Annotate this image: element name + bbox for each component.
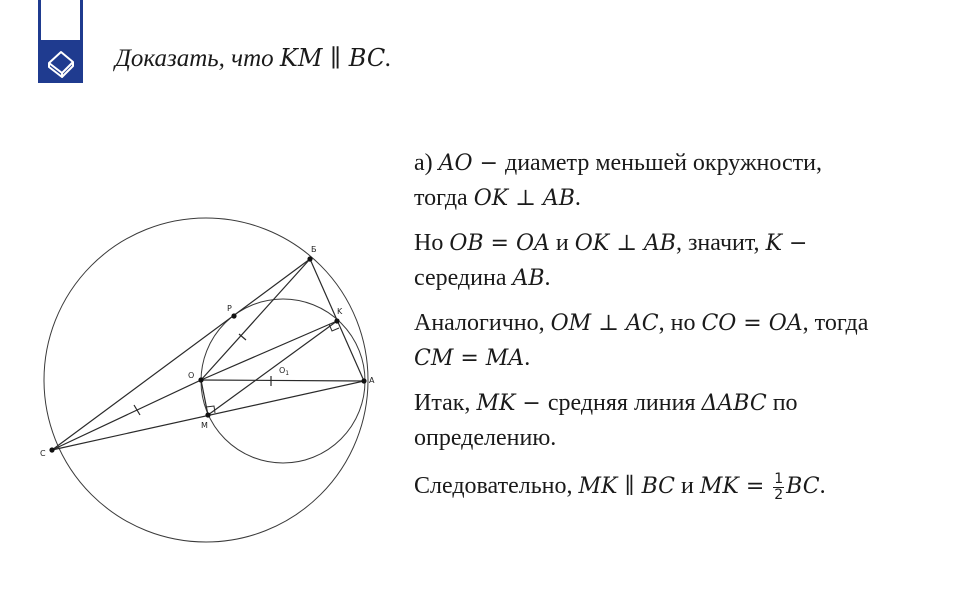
formula: AO − [438,151,505,176]
text: Аналогично, [414,310,551,336]
text: по [766,390,798,416]
text: и [549,230,575,256]
label-C: C [40,449,46,458]
formula: CM = MA [414,346,525,371]
text: середина [414,265,513,291]
proof-step-1 [414,146,950,216]
proof-step-3 [414,306,950,376]
text: средняя линия [547,390,702,416]
segment-CO [52,380,201,450]
label-O: O [188,371,195,380]
text: Итак, [414,390,477,416]
proof-step-2 [414,226,950,296]
point-M [205,412,210,417]
text: . [574,185,581,211]
text: . [544,265,551,291]
label-O1-letter: O [279,366,286,375]
formula: BC [786,474,820,499]
label-O1-subscript: 1 [285,370,290,377]
text: а) [414,150,439,176]
segment-OA [201,380,364,381]
point-P [231,313,236,318]
label-M: M [201,421,208,430]
label-K: K [337,307,343,316]
formula: CO = OA [701,311,803,336]
label-O1 [279,366,289,377]
formula: OK ⊥ AB [574,231,676,256]
text: , тогда [802,310,869,336]
label-A: A [369,376,375,385]
title-formula: KM ∥ BC [279,44,386,72]
point-A [361,378,366,383]
formula: ΔABC [701,391,767,416]
text: диаметр меньшей окружности, [505,150,822,176]
formula: OK ⊥ AB [473,186,575,211]
formula: MK = [699,474,772,499]
proof-conclusion [414,469,950,504]
text: тогда [414,185,474,211]
label-B: Б [311,245,317,254]
point-O [198,377,203,382]
fraction-one-half [773,472,784,503]
formula: MK − [476,391,548,416]
point-C [49,447,54,452]
text: . [524,345,531,371]
title-prefix: Доказать, что [115,45,280,72]
proof-step-4 [414,386,950,455]
label-P: P [227,304,232,313]
title-suffix: . [385,45,392,72]
formula: K − [765,231,808,256]
text: определению. [414,425,557,451]
text: и [675,473,700,499]
text: , но [658,310,702,336]
text: Но [414,230,450,256]
fraction-denominator: 2 [774,486,784,503]
text: . [819,473,826,499]
point-K [334,318,339,323]
formula: MK ∥ BC [578,474,676,499]
point-B [307,256,312,261]
fraction-numerator: 1 [774,470,784,487]
segment-OB [201,259,310,380]
formula: AB [512,266,545,291]
text: , значит, [675,230,766,256]
proof-text [414,146,950,514]
text: Следовательно, [414,473,579,499]
formula: OM ⊥ AC [550,311,659,336]
segment-OM [201,380,208,415]
formula: OB = OA [449,231,550,256]
tick-mark-CO [134,405,140,415]
